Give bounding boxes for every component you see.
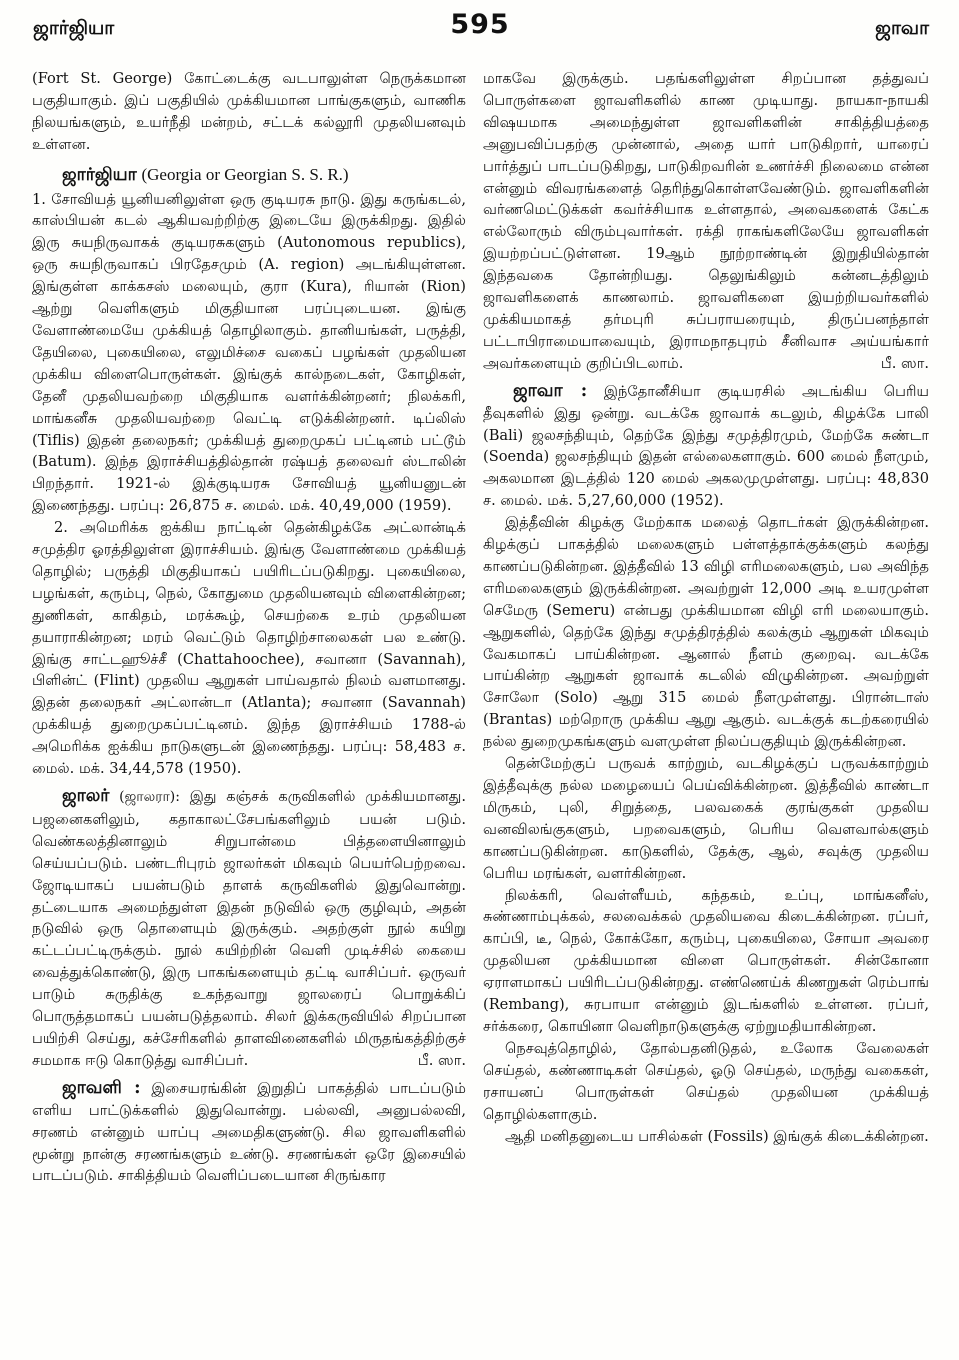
entry-java [483, 381, 929, 512]
author-signature: பீ. ஸா. [880, 354, 929, 372]
entry-term-georgia: ஜார்ஜியா [62, 164, 137, 185]
entry-term-java: ஜாவா : [513, 380, 588, 401]
entry-georgia-heading [32, 164, 466, 187]
author-signature: பீ. ஸா. [417, 1051, 466, 1069]
entry-text-javali: இசையரங்கின் இறுதிப் பாகத்தில் பாடப்படும் எளிய பாட்டுக்களில் இதுவொன்று. பல்லவி, அனுபல்லவி, சரணம் என்னும் யாப்பு அமைதிகளுண்டு. சில ஜாவளிகளில் மூன்று நான்கு சரணங்களும் உண்டு. சரணங்கள் ஒரே இசையில் பாடப்படும். சாகித்தியம் வெளிப்படையான சிருங்கார [32, 1079, 466, 1185]
page-number: 595 [450, 9, 510, 40]
running-head-right: ஜாவா [875, 17, 929, 39]
left-column [32, 68, 466, 1352]
java-paragraph: ஆதி மனிதனுடைய பாசில்கள் (Fossils) இங்குக் கிடைக்கின்றன. [505, 1127, 929, 1145]
javali-continuation [483, 68, 929, 375]
java-paragraph: நெசவுத்தொழில், தோல்பதனிடுதல், உலோக வேலைகள் செய்தல், கண்ணாடிகள் செய்தல், ஓடு செய்தல், மருந்து வகைகள், ரசாயனப் பொருள்கள் செய்தல் முதலியன முக்கியத் தொழில்களாகும். [483, 1039, 929, 1123]
java-paragraph: இத்தீவின் கிழக்கு மேற்காக மலைத் தொடர்கள் இருக்கின்றன. கிழக்குப் பாகத்தில் மலைகளும் பள்ளத்தாக்குக்களும் கலந்து காணப்படுகின்றன. இத்தீவில் 13 விழி எரிமலைகளும், பல அவிந்த எரிமலைகளும் இருக்கின்றன. அவற்றுள் 12,000 அடி உயரமுள்ள செமேரு (Semeru) என்பது முக்கியமான விழி எரி மலையாகும். ஆறுகளில், தெற்கே இந்து சமுத்திரத்தில் கலக்கும் ஆறுகள் மிகவும் வேகமாகப் பாய்கின்றன. ஆனால் நீளம் குறைவு. வடக்கே பாய்கின்ற ஆறுகள் ஜாவாக் கடலில் விழுகின்றன. அவற்றுள் சோலோ (Solo) ஆறு 315 மைல் நீளமுள்ளது. பிரான்டாஸ் (Brantas) மற்றொரு முக்கிய ஆறு ஆகும். வடக்குக் கடற்கரையில் நல்ல துறைமுகங்களும் வளமுள்ள நிலப்பகுதியும் இருக்கின்றன. [483, 514, 929, 751]
java-paragraph: நிலக்கரி, வெள்ளீயம், கந்தகம், உப்பு, மாங்கனீஸ், சுண்ணாம்புக்கல், சலவைக்கல் முதலியவை கிடைக்கின்றன. ரப்பர், காப்பி, டீ, நெல், கோக்கோ, கரும்பு, புகையிலை, சோயா அவரை முதலியன முக்கியமான விளை பொருள்கள். சின்கோனா ஏராளமாகப் பயிரிடப்படுகின்றது. எண்ணெய்க் கிணறுகள் ரெம்பாங் (Rembang), சுரபாயா என்னும் இடங்களில் உள்ளன. ரப்பர், சர்க்கரை, கொயினா வெளிநாடுகளுக்கு ஏற்றுமதியாகின்றன. [483, 886, 929, 1035]
entry-variant-jalar: (ஜாலரா): [119, 789, 180, 805]
fort-st-george-continuation: (Fort St. George) கோட்டைக்கு வடபாலுள்ள நெருக்கமான பகுதியாகும். இப் பகுதியில் முக்கியமான பாங்குகளும், வாணிக நிலயங்களும், உயர்நீதி மன்றம், சட்டக் கல்லூரி முதலியனவும் உள்ளன. [32, 70, 466, 153]
georgia-sense-2: 2. அமெரிக்க ஐக்கிய நாட்டின் தென்கிழக்கே அட்லான்டிக் சமுத்திர ஓரத்திலுள்ள இராச்சியம். இங்கு வேளாண்மை முக்கியத் தொழில்; பருத்தி மிகுதியாகப் பயிரிடப்படுகிறது. புகையிலை, பழங்கள், கரும்பு, நெல், கோதுமை முதலியனவும் விளைகின்றன; துணிகள், காகிதம், மரக்கூழ், செயற்கை உரம் முதலியன தயாராகின்றன; மரம் வெட்டும் தொழிற்சாலைகள் பல உண்டு. இங்கு சாட்டஹூச்சீ (Chattahoochee), சவானா (Savannah), பிளின்ட் (Flint) முதலிய ஆறுகள் பாய்வதால் நிலம் வளமானது. இதன் தலைநகர் அட்லான்டா (Atlanta); சவானா (Savannah) முக்கியத் துறைமுகப்பட்டினம். இந்த இராச்சியம் 1788-ல் அமெரிக்க ஐக்கிய நாடுகளுடன் இணைந்தது. பரப்பு: 58,483 ச. மைல். மக். 34,44,578 (1950). [32, 519, 466, 778]
georgia-sense-1: 1. சோவியத் யூனியனிலுள்ள ஒரு குடியரசு நாடு. இது கருங்கடல், காஸ்பியன் கடல் ஆகியவற்றிற்கு இடையே இருக்கிறது. இதில் இரு சுயநிருவாகக் குடியரசுகளும் (Autonomous republics), ஒரு சுயநிருவாகப் பிரதேசமும் (A. region) அடங்கியுள்ளன. இங்குள்ள காக்கசஸ் மலையும், குரா (Kura), ரியான் (Rion) ஆற்று வெளிகளும் மிகுதியான பரப்புடையன. இங்கு வேளாண்மையே முக்கியத் தொழிலாகும். தானியங்கள், பருத்தி, தேயிலை, புகையிலை, எலுமிச்சை வகைப் பழங்கள் முதலியன முக்கிய விளைபொருள்கள். இங்குக் கால்நடைகள், கோழிகள், தேனீ முதலியவற்றை மிகுதியாக வளர்க்கின்றனர்; நிலக்கரி, மாங்கனீசு முதலியவற்றை வெட்டி எடுக்கின்றனர். டிப்லிஸ் (Tiflis) இதன் தலைநகர்; முக்கியத் துறைமுகப் பட்டினம் பட்டூம் (Batum). இந்த இராச்சியத்தில்தான் ரஷ்யத் தலைவர் ஸ்டாலின் பிறந்தார். 1921-ல் இக்குடியரசு சோவியத் யூனியனுடன் இணைந்தது. பரப்பு: 26,875 ச. மைல். மக். 40,49,000 (1959). [32, 190, 466, 515]
entry-javali [32, 1078, 466, 1188]
entry-term-jalar: ஜாலர் [62, 786, 110, 806]
entry-term-javali: ஜாவளி : [62, 1077, 141, 1098]
right-column [483, 68, 929, 1352]
running-head-left: ஜார்ஜியா [33, 17, 115, 39]
entry-text-javali-continued: மாகவே இருக்கும். பதங்களிலுள்ள சிறப்பான தத்துவப் பொருள்களை ஜாவளிகளில் காண முடியாது. நாயகா-நாயகி விஷயமாக அமைந்துள்ள ஜாவளிகளின் சாகித்தியத்தை அனுபவிப்பதற்கு முன்னால், அதை யார் பாடுகிறார், யாரைப் பார்த்துப் பாடப்படுகிறது, பாடுகிறவரின் உணர்ச்சி நிலைமை என்ன என்னும் விவரங்களைத் தெரிந்துகொள்ளவேண்டும். ஜாவளிகளின் வர்ணமெட்டுக்கள் கவர்ச்சியாக உள்ளதால், அவைகளைக் கேட்க எல்லோரும் விரும்புவார்கள். ரக்தி ராகங்களிலேயே ஜாவளிகள் இயற்றப்பட்டுள்ளன. 19ஆம் நூற்றாண்டின் இறுதியில்தான் இந்தவகை தோன்றியது. தெலுங்கிலும் கன்னடத்திலும் ஜாவளிகளைக் காணலாம். ஜாவளிகளை இயற்றியவர்களில் முக்கியமாகத் தர்மபுரி சுப்பராயரையும், திருப்பனந்தாள் பட்டாபிராமையாவையும், இராமநாதபுரம் சீனிவாச அய்யங்கார் அவர்களையும் குறிப்பிடலாம். [483, 70, 929, 372]
java-paragraph: தென்மேற்குப் பருவக் காற்றும், வடகிழக்குப் பருவக்காற்றும் இத்தீவுக்கு நல்ல மழையைப் பெய்விக்கின்றன. இத்தீவில் காண்டா மிருகம், புலி, சிறுத்தை, பலவகைக் குரங்குகள் முதலிய வனவிலங்குகளும், பறவைகளும், பெரிய வௌவால்களும் காணப்படுகின்றன. காடுகளில், தேக்கு, ஆல், சவுக்கு முதலிய பெரிய மரங்கள், வளர்கின்றன. [483, 755, 929, 882]
entry-gloss-georgia: (Georgia or Georgian S. S. R.) [141, 164, 349, 184]
java-paragraph: இந்தோனீசியா குடியரசில் அடங்கிய பெரிய தீவுகளில் இது ஒன்று. வடக்கே ஜாவாக் கடலும், கிழக்கே பாலி (Bali) ஜலசந்தியும், தெற்கே இந்து சமுத்திரமும், மேற்கே சுண்டா (Soenda) ஜலசந்தியும் இதன் எல்லைகளாகும். 600 மைல் நீளமும், அகலமான இடத்தில் 120 மைல் அகலமுமுள்ளது. பரப்பு: 48,830 ச. மைல். மக். 5,27,60,000 (1952). [483, 382, 929, 510]
entry-text-jalar: இது கஞ்சக் கருவிகளில் முக்கியமானது. பஜனைகளிலும், கதாகாலட்சேபங்களிலும் பயன் படும். வெண்கலத்தினாலும் சிறுபான்மை பித்தளையினாலும் செய்யப்படும். பண்டரிபுரம் ஜாலர்கள் மிகவும் பெயர்பெற்றவை. ஜோடியாகப் பயன்படும் தாளக் கருவிகளில் இதுவொன்று. தட்டையாக அமைந்துள்ள இதன் நடுவில் ஒரு குழிவும், அதன் நடுவில் ஒரு தொளையும் இருக்கும். அதற்குள் நூல் கயிறு கட்டப்பட்டிருக்கும். நூல் கயிற்றின் வெளி முடிச்சில் கையை வைத்துக்கொண்டு, இரு பாகங்களையும் தட்டி வாசிப்பர். ஒருவர் பாடும் சுருதிக்கு உகந்தவாறு ஜாலரைப் பொறுக்கிப் பொருத்தமாகப் பயன்படுத்தலாம். சிலர் இக்கருவியில் சிறப்பான பயிற்சி செய்து, கச்சேரிகளில் தாளவினைகளில் மிருதங்கத்திற்குச் சமமாக ஈடு கொடுத்து வாசிப்பர். [32, 788, 466, 1069]
entry-jalar [32, 786, 466, 1072]
